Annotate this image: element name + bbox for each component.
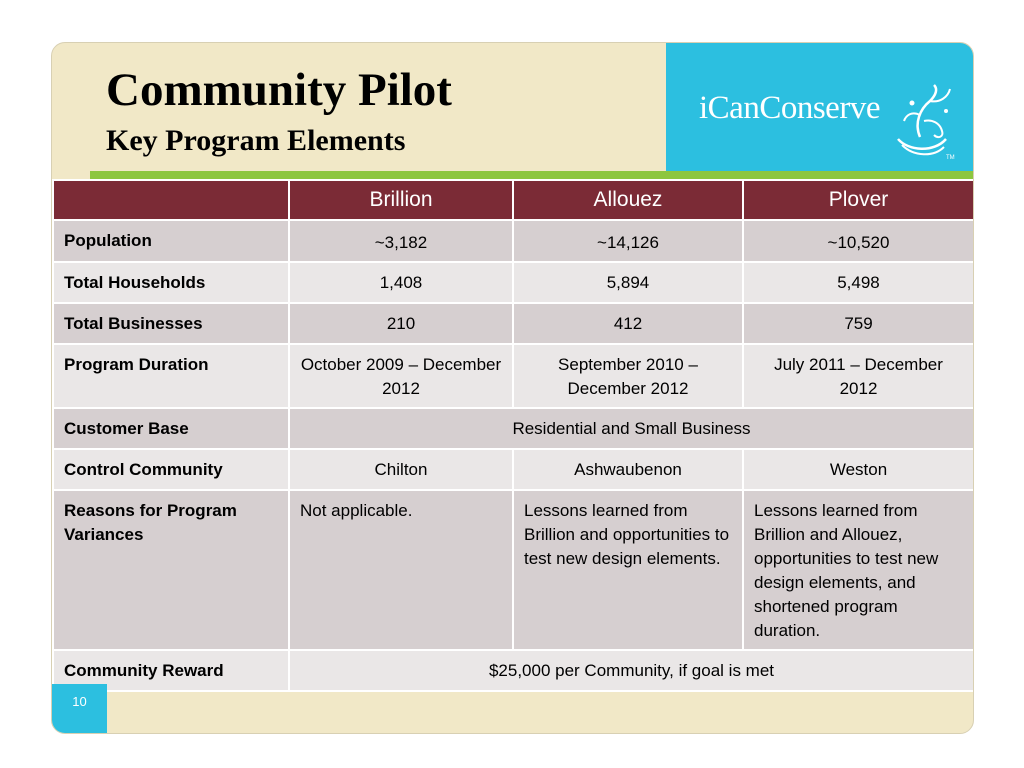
table-row-households — [53, 262, 974, 303]
table-cell: ~3,182 — [289, 220, 513, 262]
row-label: Reasons for Program Variances — [53, 490, 289, 650]
table-cell: 412 — [513, 303, 743, 344]
row-label: Community Reward — [53, 650, 289, 691]
table-cell: Weston — [743, 449, 974, 490]
table-row-reward — [53, 650, 974, 691]
header-row — [53, 180, 974, 220]
program-table — [52, 179, 974, 692]
row-label: Program Duration — [53, 344, 289, 408]
table-cell: September 2010 – December 2012 — [513, 344, 743, 408]
title-area — [52, 43, 666, 173]
header-allouez: Allouez — [513, 180, 743, 220]
table-cell: ~10,520 — [743, 220, 974, 262]
table-row-duration — [53, 344, 974, 408]
table-cell: 5,498 — [743, 262, 974, 303]
row-label: Control Community — [53, 449, 289, 490]
header-brillion: Brillion — [289, 180, 513, 220]
logo-mark: TM — [946, 155, 955, 161]
table-cell: 759 — [743, 303, 974, 344]
header-cell-empty — [53, 180, 289, 220]
table-cell: Residential and Small Business — [289, 408, 974, 449]
table-row-population — [53, 220, 974, 262]
logo-box — [666, 43, 973, 171]
table-cell: 1,408 — [289, 262, 513, 303]
table-cell: July 2011 – December 2012 — [743, 344, 974, 408]
table-cell: Ashwaubenon — [513, 449, 743, 490]
slide — [51, 42, 974, 734]
table-cell: Chilton — [289, 449, 513, 490]
table-cell: $25,000 per Community, if goal is met — [289, 650, 974, 691]
page-number: 10 — [52, 684, 107, 733]
row-label: Total Households — [53, 262, 289, 303]
table-cell: 5,894 — [513, 262, 743, 303]
row-label: Total Businesses — [53, 303, 289, 344]
slide-title: Community Pilot — [106, 64, 452, 116]
accent-divider — [90, 171, 973, 179]
table-row-customer-base — [53, 408, 974, 449]
table-cell: ~14,126 — [513, 220, 743, 262]
table-cell: 210 — [289, 303, 513, 344]
logo-swirl-icon — [890, 81, 958, 161]
table-row-variances — [53, 490, 974, 650]
slide-subtitle: Key Program Elements — [106, 124, 406, 157]
logo-text: iCanConserve — [699, 90, 880, 126]
row-label: Customer Base — [53, 408, 289, 449]
table-cell: Not applicable. — [289, 490, 513, 650]
header-plover: Plover — [743, 180, 974, 220]
table-row-control — [53, 449, 974, 490]
table-row-businesses — [53, 303, 974, 344]
row-label: Population — [53, 220, 289, 262]
table-cell: October 2009 – December 2012 — [289, 344, 513, 408]
table-cell: Lessons learned from Brillion and Allouez, opportunities to test new design elements, and shortened program duration. — [743, 490, 974, 650]
table-cell: Lessons learned from Brillion and opportunities to test new design elements. — [513, 490, 743, 650]
